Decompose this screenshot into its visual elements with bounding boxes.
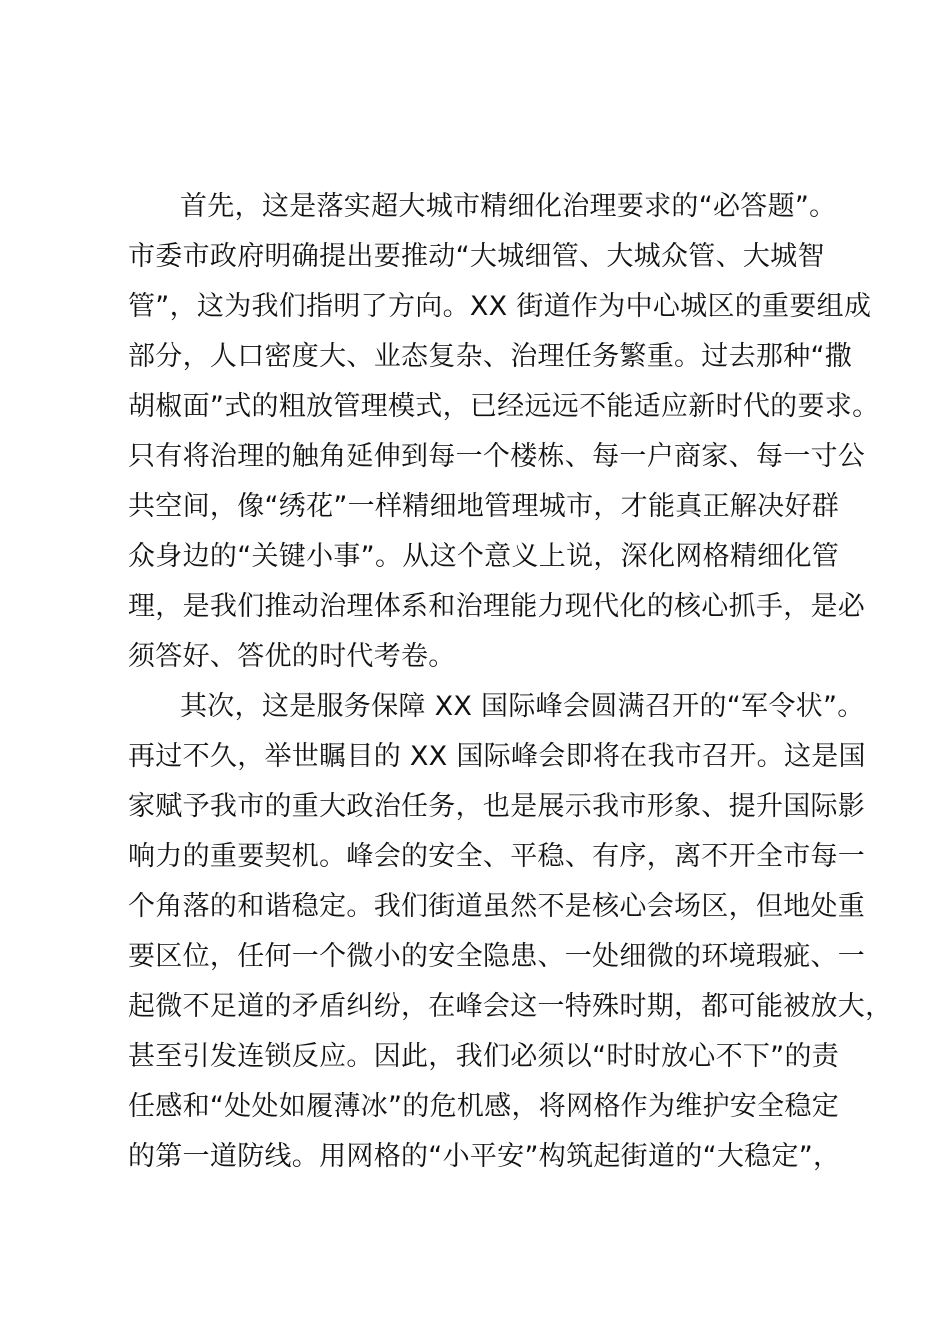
paragraph-line: 管”，这为我们指明了方向。XX 街道作为中心城区的重要组成 xyxy=(128,291,872,322)
paragraph-1 xyxy=(128,182,880,682)
paragraph-line: 市委市政府明确提出要推动“大城细管、大城众管、大城智 xyxy=(128,241,825,272)
paragraph-line: 其次，这是服务保障 XX 国际峰会圆满召开的“军令状”。 xyxy=(180,691,865,722)
paragraph-line: 任感和“处处如履薄冰”的危机感，将网格作为维护安全稳定 xyxy=(128,1091,840,1122)
paragraph-line: 首先，这是落实超大城市精细化治理要求的“必答题”。 xyxy=(180,191,837,222)
paragraph-line: 再过不久，举世瞩目的 XX 国际峰会即将在我市召开。这是国 xyxy=(128,741,866,772)
paragraph-line: 响力的重要契机。峰会的安全、平稳、有序，离不开全市每一 xyxy=(128,841,866,872)
paragraph-line: 个角落的和谐稳定。我们街道虽然不是核心会场区，但地处重 xyxy=(128,891,866,922)
paragraph-line: 的第一道防线。用网格的“小平安”构筑起街道的“大稳定”， xyxy=(128,1141,841,1172)
paragraph-line: 共空间，像“绣花”一样精细地管理城市，才能真正解决好群 xyxy=(128,491,840,522)
paragraph-line: 家赋予我市的重大政治任务，也是展示我市形象、提升国际影 xyxy=(128,791,866,822)
paragraph-line: 理，是我们推动治理体系和治理能力现代化的核心抓手，是必 xyxy=(128,591,866,622)
paragraph-2 xyxy=(128,682,893,1182)
paragraph-line: 只有将治理的触角延伸到每一个楼栋、每一户商家、每一寸公 xyxy=(128,441,866,472)
document-body xyxy=(128,182,893,1182)
paragraph-line: 部分，人口密度大、业态复杂、治理任务繁重。过去那种“撒 xyxy=(128,341,853,372)
paragraph-line: 起微不足道的矛盾纠纷，在峰会这一特殊时期，都可能被放大， xyxy=(128,991,893,1022)
paragraph-line: 甚至引发连锁反应。因此，我们必须以“时时放心不下”的责 xyxy=(128,1041,840,1072)
paragraph-line: 胡椒面”式的粗放管理模式，已经远远不能适应新时代的要求。 xyxy=(128,391,880,422)
paragraph-line: 要区位，任何一个微小的安全隐患、一处细微的环境瑕疵、一 xyxy=(128,941,866,972)
paragraph-line: 众身边的“关键小事”。从这个意义上说，深化网格精细化管 xyxy=(128,541,840,572)
paragraph-line: 须答好、答优的时代考卷。 xyxy=(128,641,456,672)
